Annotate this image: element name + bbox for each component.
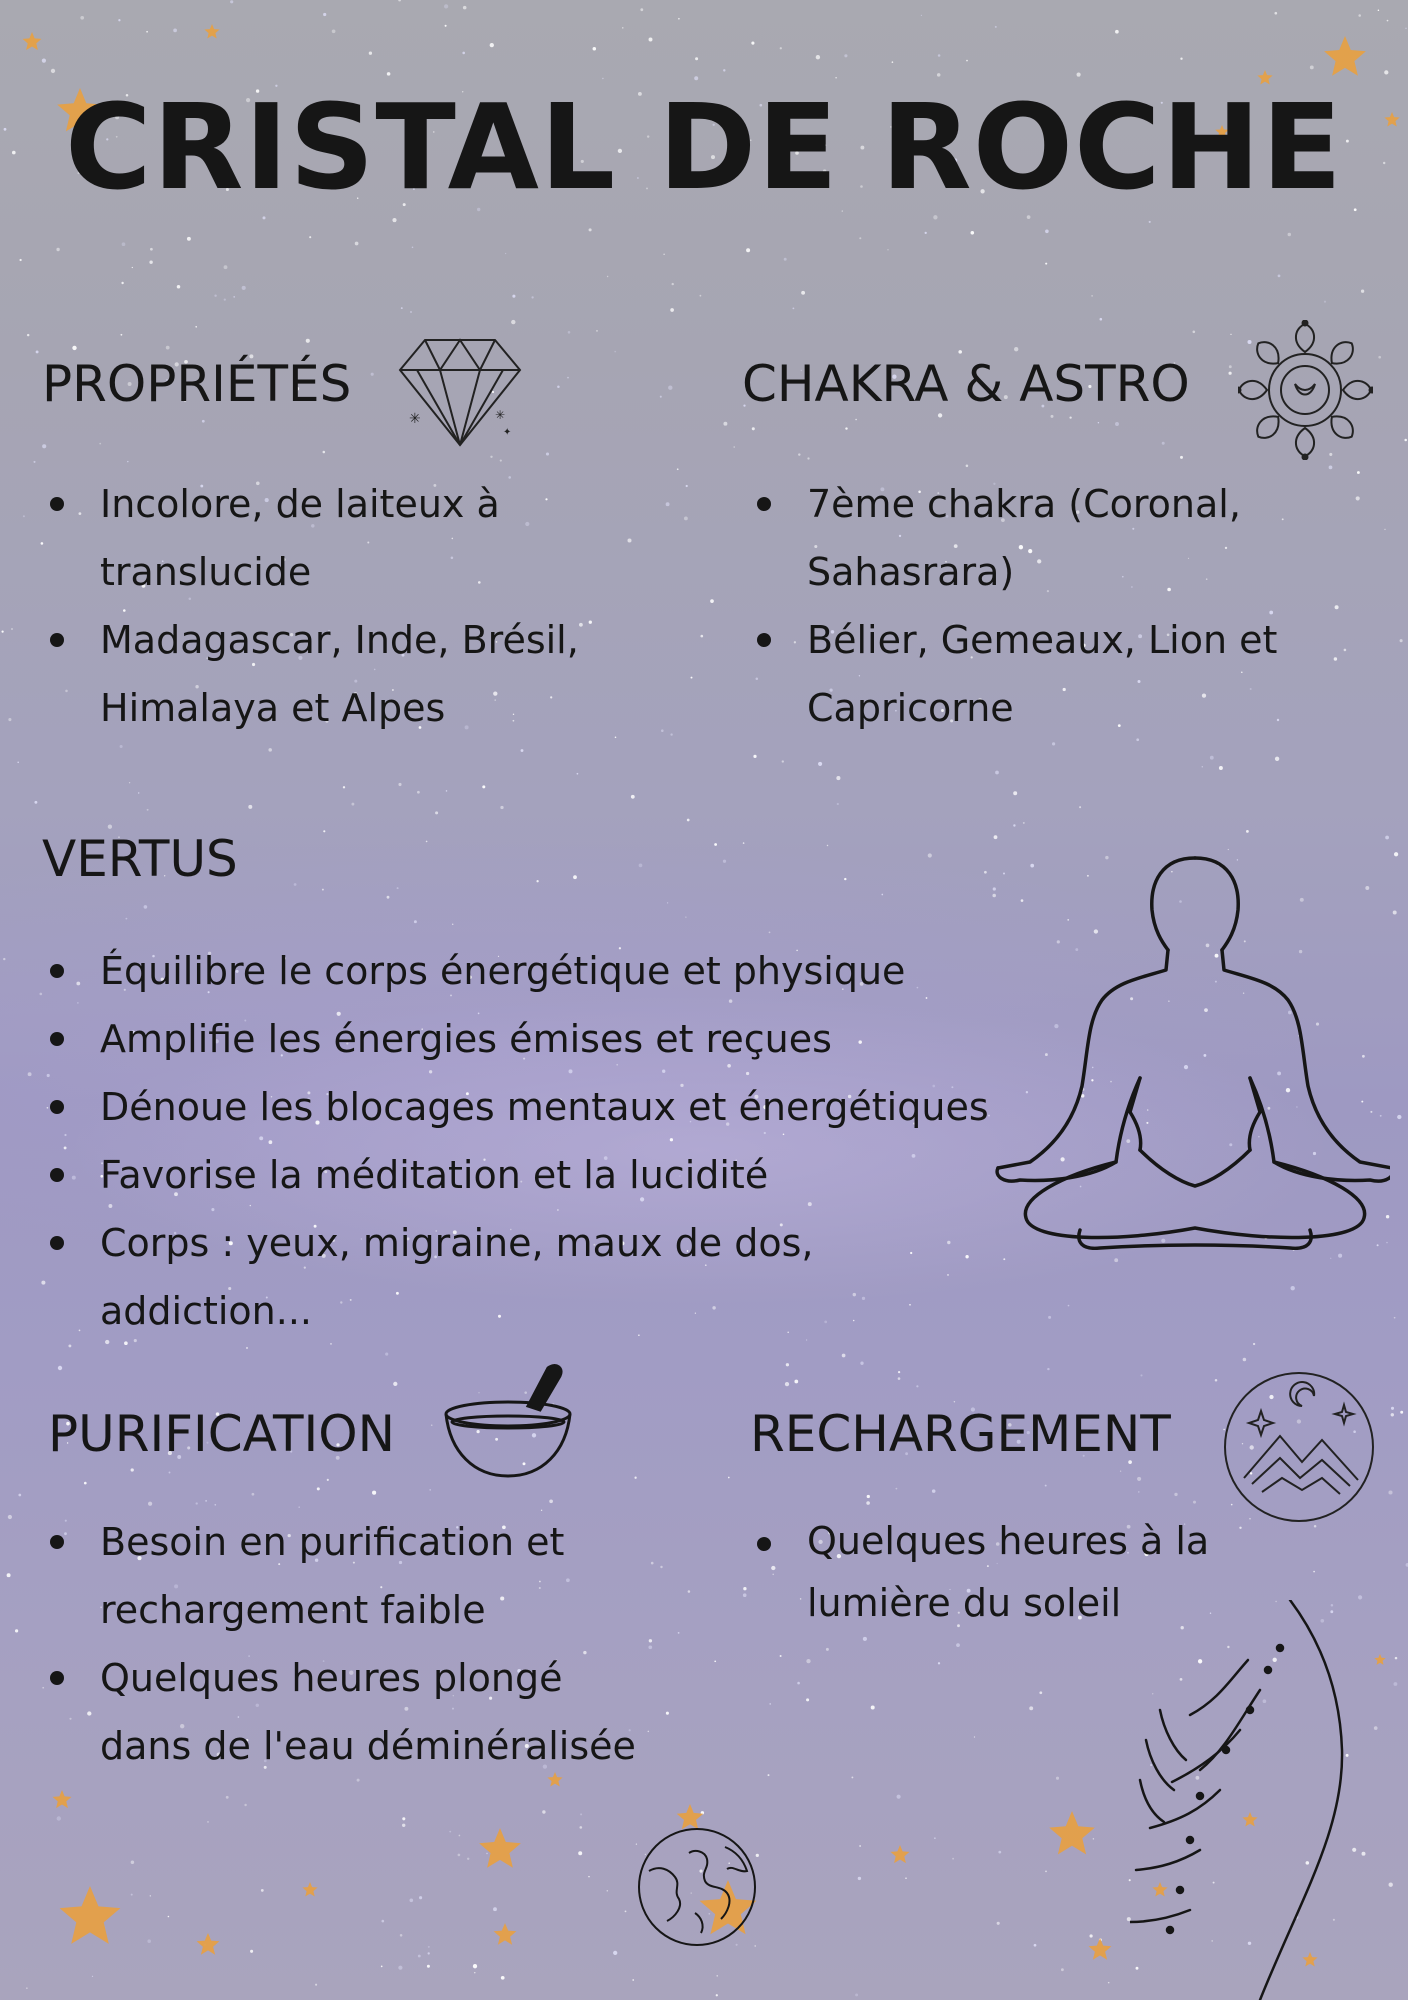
globe-icon <box>635 1825 765 1950</box>
list-proprietes <box>42 470 622 742</box>
list-item: Corps : yeux, migraine, maux de dos, addiction... <box>42 1209 1002 1345</box>
star-icon <box>891 1845 910 1863</box>
heading-vertus: VERTUS <box>42 830 238 888</box>
list-item: 7ème chakra (Coronal, Sahasrara) <box>749 470 1349 606</box>
star-icon <box>479 1828 521 1868</box>
star-icon <box>197 1933 220 1955</box>
page-title: CRISTAL DE ROCHE <box>64 78 1344 216</box>
list-item: Quelques heures plongé dans de l'eau déminéralisée <box>42 1644 662 1780</box>
list-item: Madagascar, Inde, Brésil, Himalaya et Alpes <box>42 606 622 742</box>
heading-chakra-astro: CHAKRA & ASTRO <box>742 355 1190 413</box>
svg-text:✳: ✳ <box>409 411 421 427</box>
sun-rays-icon <box>1130 1600 1408 2000</box>
star-icon <box>494 1923 517 1945</box>
heading-purification: PURIFICATION <box>48 1405 396 1463</box>
svg-text:✦: ✦ <box>503 427 512 438</box>
list-item: Incolore, de laiteux à translucide <box>42 470 622 606</box>
list-chakra-astro <box>749 470 1349 742</box>
star-icon <box>302 1882 317 1897</box>
star-icon <box>204 24 219 39</box>
star-icon <box>53 1790 72 1808</box>
diamond-icon <box>395 335 525 450</box>
meditation-figure-icon <box>990 850 1390 1250</box>
list-purification <box>42 1508 662 1780</box>
list-item: Dénoue les blocages mentaux et énergétiques <box>42 1073 1002 1141</box>
heading-proprietes: PROPRIÉTÉS <box>42 355 352 413</box>
heading-rechargement: RECHARGEMENT <box>750 1405 1171 1463</box>
list-item: Favorise la méditation et la lucidité <box>42 1141 1002 1209</box>
list-item: Besoin en purification et rechargement faible <box>42 1508 662 1644</box>
singing-bowl-icon <box>440 1362 590 1482</box>
list-item: Bélier, Gemeaux, Lion et Capricorne <box>749 606 1349 742</box>
star-icon <box>23 32 42 50</box>
star-icon <box>1089 1938 1112 1960</box>
list-vertus <box>42 937 1002 1345</box>
moon-mountains-icon <box>1222 1370 1377 1525</box>
list-item: Amplifie les énergies émises et reçues <box>42 1005 1002 1073</box>
star-icon <box>60 1886 121 1944</box>
star-icon <box>1324 36 1366 76</box>
list-item: Équilibre le corps énergétique et physique <box>42 937 1002 1005</box>
list-item: Quelques heures à la lumière du soleil <box>749 1510 1249 1634</box>
lotus-mandala-icon <box>1238 320 1373 460</box>
svg-text:✳: ✳ <box>495 408 506 422</box>
star-icon <box>1049 1811 1095 1854</box>
